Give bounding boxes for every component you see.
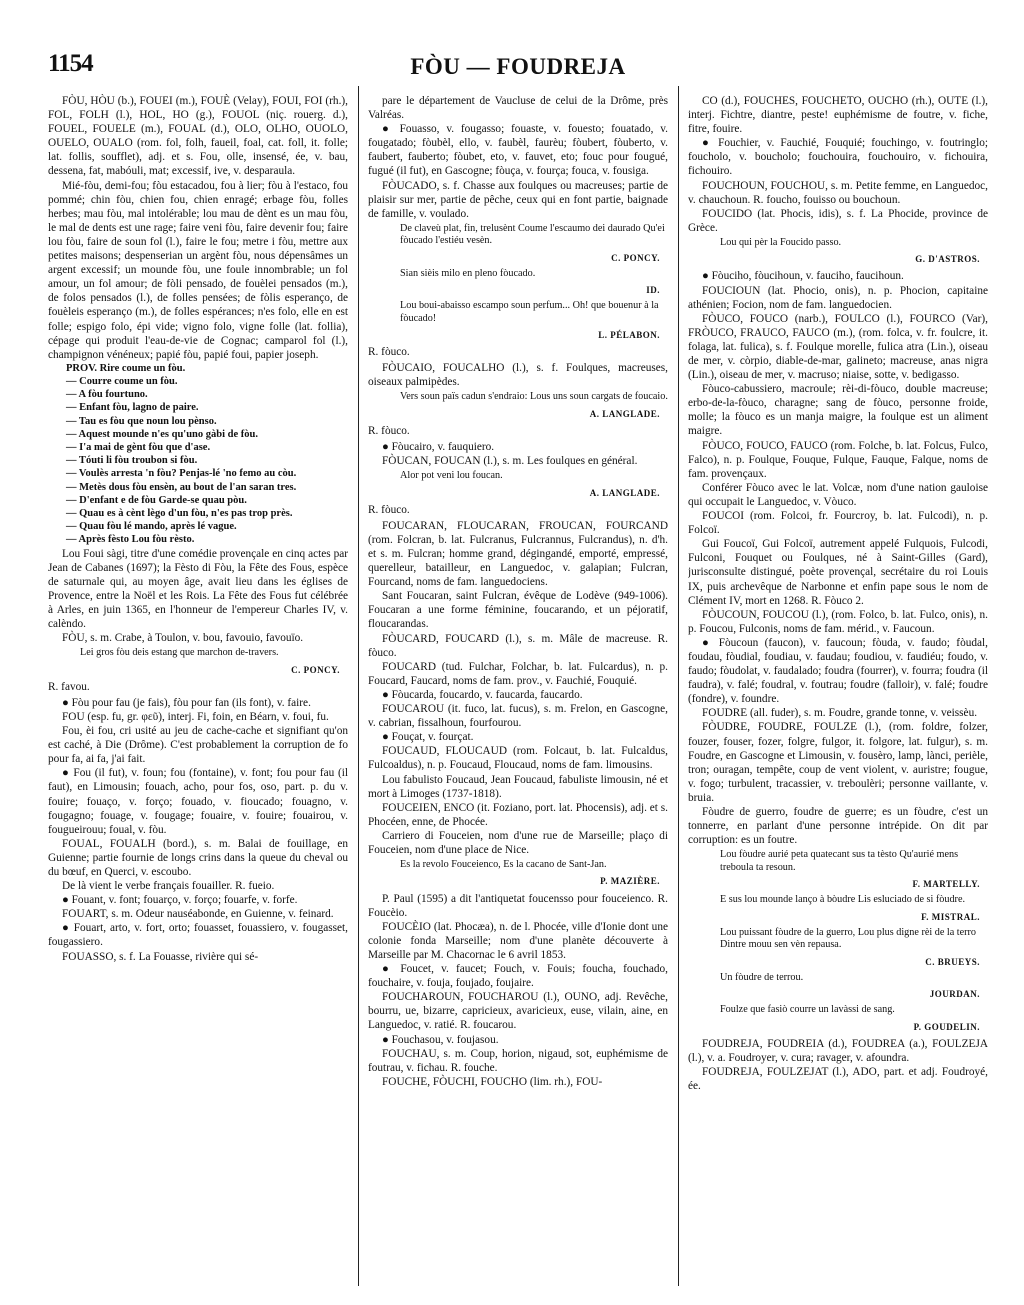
proverb-line: PROV. Rire coume un fòu.	[66, 362, 186, 374]
quote-attribution: A. LANGLADE.	[589, 487, 660, 498]
proverb-line: — Voulès arresta 'n fòu? Penjas-lé 'no femo au còu.	[66, 468, 297, 480]
proverb-line: — Enfant fòu, lagno de paire.	[66, 402, 199, 414]
entry-paragraph: ● Fouçat, v. fourçat.	[382, 731, 474, 744]
entry-paragraph: P. Paul (1595) a dit l'antiquetat foucensso pour fouceienco. R. Foucèio.	[368, 892, 668, 919]
verse-quote: E sus lou mounde lanço à bòudre Lis esluciado de si fòudre.	[720, 894, 966, 906]
text-columns	[48, 94, 988, 1284]
entry-paragraph: FÒUCARD, FOUCARD (l.), s. m. Mâle de macreuse. R. fòuco.	[368, 632, 668, 659]
quote-attribution: A. LANGLADE.	[589, 408, 660, 419]
entry-paragraph: ● Fòu pour fau (je fais), fòu pour fan (ils font), v. faire.	[62, 696, 311, 709]
entry-paragraph: FÒU, s. m. Crabe, à Toulon, v. bou, favouio, favouïo.	[62, 632, 304, 645]
dictionary-page	[48, 46, 988, 1286]
entry-paragraph: FOUDREJA, FOUDREIA (d.), FOUDREA (a.), FOULZEJA (l.), v. a. Foudroyer, v. cura; ravager, v. afoundra.	[688, 1037, 988, 1064]
entry-paragraph: ● Fou (il fut), v. foun; fou (fontaine), v. font; fou pour fau (il faut), en Limousin; fouach, acho, pour fos, oso, part. p. du v. fouire; fouaço, v. forço; fouado, v. fioucado; fouagno, v. fougagno; fouage, v. fougage; fouaire, v. fouire; fouairou, v. fougueirouu; foual, v. fòu.	[48, 767, 348, 836]
column-2	[368, 94, 668, 1284]
proverb-line: — Quau es à cènt lègo d'un fòu, n'es pas trop près.	[66, 508, 293, 520]
entry-paragraph: FOUCARD (tud. Fulchar, Folchar, b. lat. Fulcardus), n. p. Foucard, Faucard, noms de fam. prov., v. Fauchié, Fouquié.	[368, 660, 668, 687]
entry-paragraph: ● Fouart, arto, v. fort, orto; fouasset, fouassiero, v. fougasset, fougassiero.	[48, 922, 348, 949]
entry-paragraph: FÒUCADO, s. f. Chasse aux foulques ou macreuses; partie de plaisir sur mer, partie de pêche, ceux qui en font partie, baignade de famille, v. voulado.	[368, 179, 668, 220]
entry-paragraph: FÒU, HÒU (b.), FOUEI (m.), FOUÈ (Velay), FOUI, FOI (rh.), FOL, FOLH (l.), HOL, HO (g.), FOUOL (niç. rouerg. d.), FOUEL, FOUELE (m.), FOUAL (d.), OLO, OLHO, OUOLO, OUELO, OUALO (rom. fol, folh, faueil, foal, cat. foll, it. folle; lat. follis, soufflet), adj. et s. Fou, olle, insensé, ée, v. bau, dessena, fat, mabóuli, mat; excessif, ive, v. desparaula.	[48, 95, 348, 178]
verse-quote: Lou boui-abaisso escampo soun perfum... Oh! que bouenur à la fòucado!	[400, 300, 659, 324]
entry-paragraph: ● Fòucairo, v. fauquiero.	[382, 441, 495, 454]
proverb-line: — Quau fòu lé mando, après lé vague.	[66, 521, 237, 533]
page-title: FÒU — FOUDREJA	[410, 54, 626, 79]
entry-paragraph: FOUAL, FOUALH (bord.), s. m. Balai de fouillage, en Guienne; partie fournie de longs crins dans la queue du cheval ou du bœuf, en Querci, v. escoubo.	[48, 837, 348, 878]
entry-paragraph: FOUCAUD, FLOUCAUD (rom. Folcaut, b. lat. Fulcaldus, Fulcoaldus), n. p. Foucaud, Floucaud, noms de fam. limousins.	[368, 745, 668, 772]
proverb-line: — Tóuti li fòu troubon si fòu.	[66, 455, 198, 467]
entry-paragraph: ● Fòuciho, fòucihoun, v. fauciho, faucihoun.	[702, 270, 904, 283]
entry-paragraph: ● Fòucarda, foucardo, v. faucarda, faucardo.	[382, 688, 583, 701]
entry-paragraph: FÒUDRE, FOUDRE, FOULZE (l.), (rom. foldre, folzer, fouzer, fouser, fozer, folgre, fulgor, it. folgore, lat. fulgur), s. m. Foudre, en Gascogne et Limousin, v. fousèro, lamp, lànci, perièle, tron; ouragan, tempête, coup de vent violent, v. auristre; fougue, v. fogo; turbulent, tracassier, v. treboulèri; personne vaillante, v. bruia.	[688, 721, 988, 804]
proverb-line: — Aquest mounde n'es qu'uno gàbi de fòu.	[66, 428, 258, 440]
verse-quote: Lou puissant fòudre de la guerro, Lou plus digne rèi de la terro Dintre mouu sen vèn repausa.	[720, 926, 977, 951]
entry-paragraph: Carriero di Fouceien, nom d'une rue de Marseille; plaço di Fouceien, nom d'une place de Nice.	[368, 829, 668, 856]
proverb-line: — A fòu fourtuno.	[66, 389, 148, 401]
quote-attribution: P. MAZIÈRE.	[600, 876, 660, 887]
entry-paragraph: FOUASSO, s. f. La Fouasse, rivière qui sé-	[62, 950, 259, 963]
quote-attribution: F. MISTRAL.	[921, 911, 980, 922]
verse-quote: Sian sièis milo en pleno fòucado.	[400, 267, 536, 279]
entry-paragraph: Mié-fòu, demi-fou; fòu estacadou, fou à lier; fòu à l'estaco, fou pommé; chin fòu, chien fou, chien enragé; erbage fòu, folles herbes; mau fòu, mal intolérable; lou mau de dènt es un mau fòu, le mal de dents est une rage; faire veni fòu, faire devenir fou; faire lou fòu, faire de soun fol (l.), faire le fou; metre i fòu, mettre aux petites maisons; despenserian un argènt fòu, nous dépensâmes un argent excessif; un mounde fòu, une foule innombrable; un fol amour, un fol amour; de fòli pensado, de fouèlei pensados (m.), de folos pensados (l.), de folles pensées; de fòlis esperanço, de fouèleis esperanço (m.), de folles espérances; n'es folo, elle en est folle; espigo folo, épi vide; vigno folo, vigne folle (lat. follia), cépage qui produit l'eau-de-vie de Cognac; camparol fol (l.), champignon vénéneux; papié fòu, papié foui, papier joseph.	[48, 179, 348, 361]
entry-paragraph: FOUCAROU (it. fuco, lat. fucus), s. m. Frelon, en Gascogne, v. cabrian, fissalhoun, fourfourou.	[368, 703, 668, 730]
entry-paragraph: FÒUCAN, FOUCAN (l.), s. m. Les foulques en général.	[382, 455, 638, 468]
entry-paragraph: FOUCARAN, FLOUCARAN, FROUCAN, FOURCAND (rom. Folcran, b. lat. Fulcranus, Fulcrannus, Fulcrandus), n. d'h. et s. m. Fulcran; homme grand, dégingandé, emporté, empressé, querelleur, batailleur, en Languedoc, v. galapian; Fulcran, Fourcand, noms de fam. languedociens.	[368, 519, 668, 589]
proverb-line: — I'a mai de gènt fòu que d'ase.	[66, 442, 211, 453]
entry-paragraph: ● Fouasso, v. fougasso; fouaste, v. fouesto; fouatado, v. fougatado; fòubèl, ello, v. faubèl, faurèu; fòubert, fòuberto, v. faubert, fauberto; fòubet, eto, v. fauvet, eto; fouc pour fougué, fugué (il fut), en Gascogne; fòuça, v. fourça; fouca, v. fousiga.	[368, 123, 668, 178]
entry-paragraph: FOUCHE, FÒUCHI, FOUCHO (lim. rh.), FOU-	[382, 1075, 603, 1088]
entry-paragraph: ● Fouchasou, v. foujasou.	[382, 1033, 499, 1046]
entry-paragraph: Fòudre de guerro, foudre de guerre; es un fòudre, c'est un tonnerre, en parlant d'une personne intrépide. On dit par corruption: es un foutre.	[688, 806, 988, 847]
entry-paragraph: FOUCHAROUN, FOUCHAROU (l.), OUNO, adj. Revêche, bourru, ue, bizarre, capricieux, avaricieux, euse, vilain, aine, en Languedoc, v. ratié. R. foucarou.	[368, 991, 668, 1032]
verse-quote: Vers soun païs cadun s'endraio: Lous uns soun cargats de foucaio.	[400, 391, 668, 403]
proverb-line: — Après fèsto Lou fòu rèsto.	[66, 534, 195, 546]
proverb-line: — Tau es fòu que noun lou pènso.	[66, 415, 217, 427]
entry-paragraph: Sant Foucaran, saint Fulcran, évêque de Lodève (949-1006). Foucaran a une forme féminine, foucarando, et un péjoratif, floucarandas.	[368, 590, 668, 631]
column-3	[688, 94, 988, 1284]
quote-attribution: C. PONCY.	[291, 664, 340, 675]
entry-paragraph: FOUCÈIO (lat. Phocæa), n. de l. Phocée, ville d'Ionie dont une colonie fonda Marseille; nom d'une planète découverte à Marseille par M. Chacornac le 6 avril 1853.	[368, 920, 668, 961]
verse-quote: Es la revolo Fouceienco, Es la cacano de Sant-Jan.	[400, 859, 607, 871]
entry-paragraph: FOUDRE (all. fuder), s. m. Foudre, grande tonne, v. veissèu.	[702, 707, 978, 720]
entry-paragraph: ● Fouchier, v. Fauchié, Fouquié; fouchingo, v. foutringlo; foucholo, v. boucholo; fouchouira, fouchouiro, v. fichouira, fichouiro.	[688, 137, 988, 178]
entry-paragraph: Lou Foui sàgi, titre d'une comédie provençale en cinq actes par Jean de Cabanes (1697); la Fèsto di Fòu, la Fête des Fous, espèce de saturnale qui, au moyen âge, avait lieu dans les églises de Provence, entre la Noël et les Rois. La Fête des Fous fut célébrée à Arles, en juin 1365, en l'honneur de l'empereur Charles IV, v. calèndo.	[48, 547, 348, 631]
proverb-line: — D'enfant e de fòu Garde-se quau pòu.	[66, 494, 247, 506]
entry-paragraph: Fou, èi fou, cri usité au jeu de cache-cache et signifiant qu'on est caché, à Die (Drôme). C'est probablement la corruption de fo pour fa, ai fa, j'ai fait.	[48, 725, 348, 766]
verse-quote: De claveù plat, fin, trelusènt Coume l'escaumo dei daurado Qu'ei fòucado l'estiéu vesèn.	[400, 222, 665, 247]
entry-paragraph: FÒUCO, FOUCO, FAUCO (rom. Folche, b. lat. Folcus, Fulco, Falco), n. p. Foulque, Fouque, Fulque, Fauque, Falque, noms de fam. provençaux.	[688, 439, 988, 480]
entry-paragraph: FÒUCO, FOUCO (narb.), FOULCO (l.), FOURCO (Var), FRÒUCO, FRAUCO, FAUCO (m.), (rom. folca, v. fr. foulcre, it. folaga, lat. fulica), s. f. Foulque morelle, fulica atra (Lin.), oiseau de mer, v. còrpio, diable-de-mar, galineto; macreuse, anas nigra (Lin.), oiseau de mer, v. macruso; niaise, sotte, v. bedigasso.	[688, 312, 988, 382]
entry-paragraph: Fòuco-cabussiero, macroule; rèi-di-fòuco, double macreuse; erbo-de-la-fòuco, charagne; sang de fòuco, personne froide, molle; la fòuco es un manja maigre, la foulque est un aliment maigre.	[688, 383, 988, 438]
entry-paragraph: FOUCHAU, s. m. Coup, horion, nigaud, sot, euphémisme de foutrau, v. fichau. R. fouche.	[368, 1047, 668, 1074]
proverb-line: — Metès dous fòu ensèn, au bout de l'an saran tres.	[66, 481, 297, 493]
quote-attribution: F. MARTELLY.	[912, 879, 980, 890]
entry-paragraph: FOUCOI (rom. Folcoi, fr. Fourcroy, b. lat. Fulcodi), n. p. Folcoï.	[688, 510, 988, 537]
running-head	[48, 46, 988, 86]
verse-quote: Foulze que fasiò courre un lavàssi de sang.	[720, 1004, 895, 1016]
quote-attribution: C. BRUEYS.	[925, 956, 980, 967]
entry-paragraph: ● Fouant, v. font; fouarço, v. forço; fouarfe, v. forfe.	[62, 894, 298, 907]
etymology-reference: R. favou.	[48, 680, 90, 693]
verse-quote: Lei gros fòu deis estang que marchon de-travers.	[80, 647, 279, 659]
entry-paragraph: FOUCIDO (lat. Phocis, idis), s. f. La Phocide, province de Grèce.	[688, 207, 988, 234]
verse-quote: Lou qui pèr la Foucido passo.	[720, 236, 842, 248]
entry-paragraph: FÒUCOUN, FOUCOU (l.), (rom. Folco, b. lat. Fulco, onis), n. p. Foucou, Fulconis, noms de fam. mérid., v. Faucoun.	[688, 608, 988, 635]
entry-paragraph: CO (d.), FOUCHES, FOUCHETO, OUCHO (rh.), OUTE (l.), interj. Fichtre, diantre, peste! euphémisme de foutre, v. fiche, fitre, fouire.	[688, 95, 988, 136]
entry-paragraph: FOUDREJA, FOULZEJAT (l.), ADO, part. et adj. Foudroyé, ée.	[688, 1065, 988, 1092]
etymology-reference: R. fòuco.	[368, 346, 410, 359]
entry-paragraph: ● Fòucoun (faucon), v. faucoun; fòuda, v. faudo; fòudal, foudau, fòudial, foudiau, v. faudau; foudiou, v. faudiéu; foudo, v. faudo; fòudolat, v. faudalado; foudra (fourrer), v. fourra; foudra (il faudra), v. falé; foudral, v. foutrau; foudre (falloir), v. falé; foudre (fondre), v. foundre.	[688, 636, 988, 706]
proverb-line: — Courre coume un fòu.	[66, 375, 178, 387]
entry-paragraph: FOUCIOUN (lat. Phocio, onis), n. p. Phocion, capitaine athénien; Focion, nom de fam. languedocien.	[688, 284, 988, 311]
verse-quote: Un fòudre de terrou.	[720, 971, 804, 983]
quote-attribution: C. PONCY.	[611, 252, 660, 263]
quote-attribution: L. PÉLABON.	[598, 330, 660, 341]
verse-quote: Alor pot veni lou foucan.	[400, 470, 503, 482]
column-1	[48, 94, 348, 1284]
entry-paragraph: FOUCEIEN, ENCO (it. Foziano, port. lat. Phocensis), adj. et s. Phocéen, enne, de Phocée.	[368, 801, 668, 828]
entry-paragraph: pare le département de Vaucluse de celui de la Drôme, près Valréas.	[368, 95, 668, 122]
entry-paragraph: Lou fabulisto Foucaud, Jean Foucaud, fabuliste limousin, né et mort à Limoges (1737-1818).	[368, 773, 668, 800]
entry-paragraph: ● Foucet, v. faucet; Fouch, v. Fouis; foucha, fouchado, fouchaire, v. fouja, foujado, foujaire.	[368, 963, 668, 990]
entry-paragraph: FOUART, s. m. Odeur nauséabonde, en Guienne, v. feinard.	[62, 908, 334, 921]
entry-paragraph: FÒUCAIO, FOUCALHO (l.), s. f. Foulques, macreuses, oiseaux palmipèdes.	[368, 362, 668, 389]
verse-quote: Lou fòudre aurié peta quatecant sus ta tèsto Qu'aurié mens treboula ta resoun.	[720, 849, 959, 873]
page-number: 1154	[48, 50, 93, 77]
entry-paragraph: Gui Foucoï, Gui Folcoï, autrement appelé Fulquois, Fulcodi, Fulconi, Fouquet ou Foulques, né à Saint-Gilles (Gard), jurisconsulte distingué, poète provençal, secrétaire du roi Louis IX, puis archevêque de Narbonne et enfin pape sous le nom de Clément IV, mort en 1268. R. Fòuco 2.	[688, 538, 988, 607]
entry-paragraph: FOUCHOUN, FOUCHOU, s. m. Petite femme, en Languedoc, v. chauchoun. R. foucho, fouisso ou bouchoun.	[688, 179, 988, 206]
quote-attribution: P. GOUDELIN.	[913, 1021, 980, 1032]
quote-attribution: G. D'ASTROS.	[915, 254, 980, 265]
entry-paragraph: De là vient le verbe français fouailler. R. fueio.	[62, 880, 275, 893]
etymology-reference: R. fòuco.	[368, 503, 410, 516]
entry-paragraph: FOU (esp. fu, gr. φεῦ), interj. Fi, foin, en Béarn, v. foui, fu.	[62, 710, 329, 723]
quote-attribution: JOURDAN.	[929, 989, 980, 999]
entry-paragraph: Conférer Fòuco avec le lat. Volcæ, nom d'une nation gauloise qui occupait le Languedoc, v. Vòuco.	[688, 481, 988, 508]
etymology-reference: R. fòuco.	[368, 424, 410, 437]
quote-attribution: ID.	[646, 285, 660, 296]
